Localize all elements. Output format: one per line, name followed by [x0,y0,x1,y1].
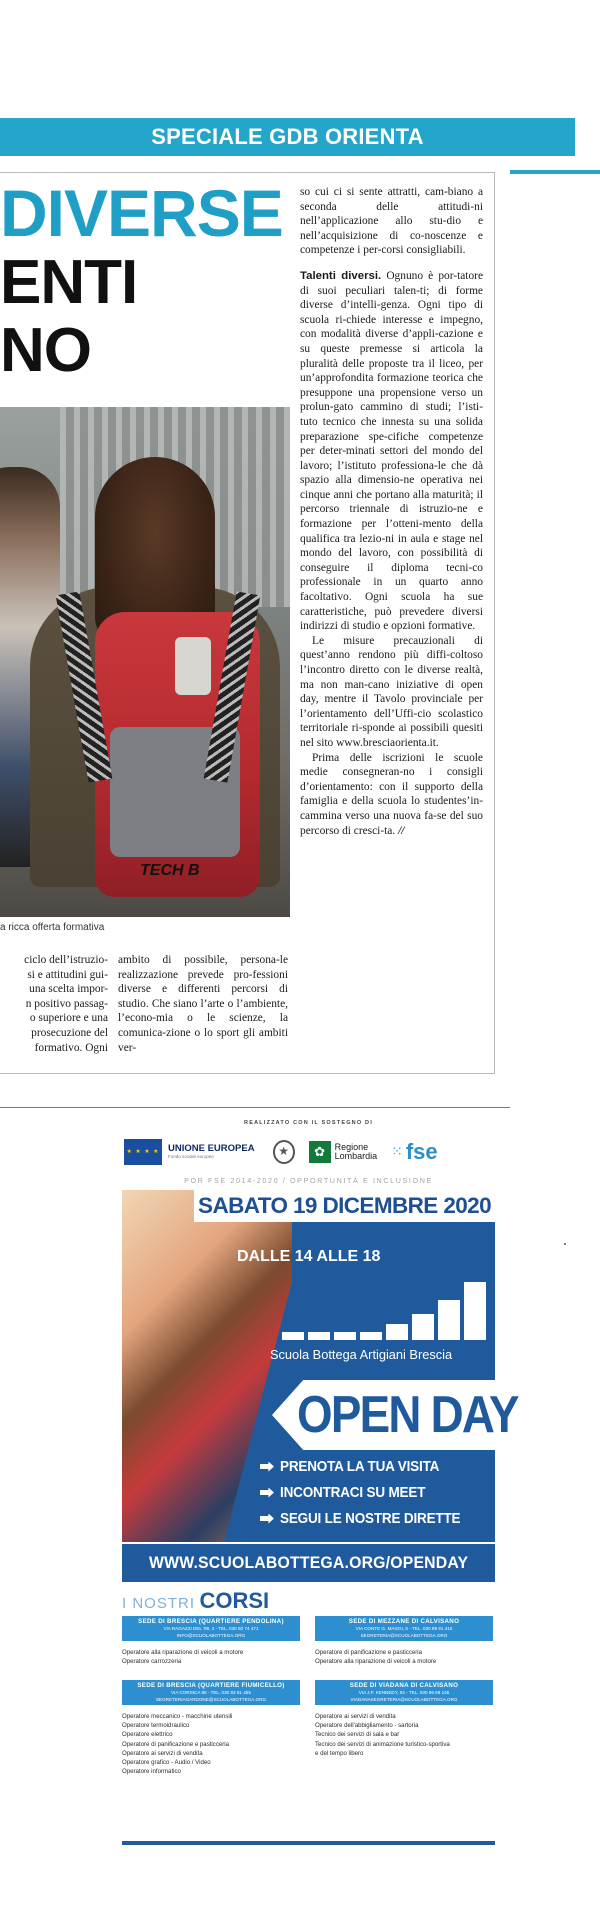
article-column-1 [0,953,108,1055]
cta-label: INCONTRACI SU MEET [280,1484,426,1501]
course-item: Operatore di panificazione e pasticceria [122,1740,230,1748]
open-day-date: SABATO 19 DICEMBRE 2020 [194,1190,495,1222]
paragraph-gap [300,258,483,269]
column-2-paragraph: ambito di possibile, persona-le realizzazione prevede pro-fessioni diverse e differenti percorsi di studio. Che siano l’arte o l’ambiente, l’econo-mia o le scienze, la comunica-zione o lo sport gli ambiti ver- [118,954,288,1054]
courses-heading [122,1588,269,1614]
bar [464,1282,486,1340]
course-item: Tecnico dei servizi di animazione turistico-sportiva [315,1740,450,1748]
por-fse-line: POR FSE 2014-2020 / OPPORTUNITÀ E INCLUSIONE [184,1176,433,1185]
fse-label: fse [405,1139,438,1164]
campus-name: SEDE DI BRESCIA (QUARTIERE FIUMICELLO) [137,1682,285,1689]
lombardia-line-1: Regione [334,1141,369,1152]
campus-address: VIA CORSICA 80 - TEL. 030 83 91 455 [171,1690,251,1695]
campus-brescia-fiumicello [122,1680,300,1705]
course-item: Operatore carrozzeria [122,1658,182,1666]
campus-brescia-pendolina [122,1616,300,1641]
school-name: Scuola Bottega Artigiani Brescia [270,1347,453,1362]
arrow-right-icon [260,1462,274,1472]
column-3-paragraph-4-body: Prima delle iscrizioni le scuole medie consegneran-no i consigli d’orientamento: con il supporto della famiglia e della scuola lo studentes’in-cammina verso una nuova fa-se del suo percorso di cresci-ta. [300,751,483,837]
ad-sponsor-note: REALIZZATO CON IL SOSTEGNO DI [244,1120,373,1126]
column-1-line: n positivo passag- [25,997,108,1010]
campus-course-list [315,1712,493,1758]
column-1-line: ciclo dell’istruzio- [24,954,108,966]
campus-course-list [315,1648,493,1666]
headline-line-3: NO [0,316,91,385]
cta-item [260,1510,480,1527]
bar [334,1332,356,1340]
headline-line-2: ENTI [0,248,138,317]
cta-item [260,1458,480,1475]
lombardia-label [335,1143,378,1162]
course-item: Operatore meccanico - macchine utensili [122,1713,233,1720]
page-separator [0,1107,510,1108]
eu-flag-icon: ★ ★ ★ ★ [124,1139,162,1165]
section-header [0,118,600,156]
lombardia-line-2: Lombardia [334,1151,378,1161]
open-day-hours: DALLE 14 ALLE 18 [237,1248,381,1265]
article-column-3 [300,185,483,838]
growth-bars-graphic [282,1280,487,1340]
campus-address: VIA RAGAZZI DEL '99, 3 - TEL. 030 82 74 471 [163,1626,259,1631]
cta-item [260,1484,480,1501]
campus-address: VIA J.F. KENNEDY, 92 - TEL. 030 96 68 145 [358,1690,450,1695]
course-item: Operatore alla riparazione di veicoli a motore [122,1649,244,1656]
bar [360,1332,382,1340]
eu-subtitle: Fondo sociale europeo [168,1153,214,1159]
scan-speck [564,1243,566,1245]
campus-course-list [122,1712,300,1776]
headline-line-1: DIVERSE [0,176,283,250]
ad-url: WWW.SCUOLABOTTEGA.ORG/OPENDAY [148,1553,469,1572]
course-item: Operatore dell'abbigliamento - sartoria [315,1722,419,1730]
course-item: Operatore informatico [122,1768,181,1776]
column-1-line: si e attitudini gui- [27,968,108,981]
call-to-action-list [260,1458,480,1536]
article-headline [0,176,283,385]
campus-viadana [315,1680,493,1705]
accent-rule [510,170,600,174]
course-item: Operatore ai servizi di vendita [122,1749,203,1757]
campus-email: INFO@SCUOLABOTTEGA.ORG [176,1632,246,1638]
section-title: SPECIALE GDB ORIENTA [151,124,424,149]
advertisement [122,1118,518,1845]
photo-caption: a ricca offerta formativa [0,922,105,933]
course-item: Operatore termoidraulico [122,1722,190,1730]
bar [386,1324,408,1340]
campus-email: SEGRETERIAGARDONE@SCUOLABOTTEGA.ORG [155,1696,267,1702]
courses-heading-prefix: I NOSTRI [122,1595,196,1612]
bar [412,1314,434,1340]
ad-url-bar [122,1542,495,1582]
column-1-line: o superiore e una [29,1012,108,1025]
lombardia-rose-icon: ✿ [309,1141,331,1163]
campus-course-list [122,1648,300,1666]
article-column-2 [118,953,288,1055]
bar [282,1332,304,1340]
campus-name: SEDE DI VIADANA DI CALVISANO [349,1682,459,1689]
fse-dots-icon: ⁙ [391,1144,403,1160]
eu-name: UNIONE EUROPEA [168,1143,255,1155]
section-header-bar [0,118,575,156]
italian-republic-emblem-icon: ★ [273,1140,295,1164]
course-item: Operatore di panificazione e pasticceria [315,1649,423,1656]
campus-name: SEDE DI BRESCIA (QUARTIERE PENDOLINA) [138,1618,284,1625]
column-1-line: una scelta impor- [29,983,108,996]
end-mark: // [398,824,405,837]
course-item: Operatore elettrico [122,1731,173,1739]
sponsor-logos [122,1132,495,1172]
bar [308,1332,330,1340]
arrow-right-icon [260,1514,274,1524]
campus-email: VIADANASEGRETERIA@SCUOLABOTTEGA.ORG [350,1696,458,1702]
column-3-paragraph-2-body: Ognuno è por-tatore di suoi peculiari talen-ti; di forme diverse d’intelli-genza. Ogni tipo di scuola ri-chiede interesse e impegno, con modalità diverse d’appli-cazione e su queste premesse si articola la pluralità delle proposte tra il liceo, per un’approfondita formazione teorica che presuppone una propensione verso un prolun-gato cammino di studi; l’isti-tuto tecnico che innesta su una solida preparazione spe-cifiche competenze per deter-minati settori del mondo del lavoro; l’istituto professiona-le che dà spazio alla dimensio-ne operativa nei cinque anni che portano alla maturità; il percorso triennale di istruzio-ne e formazione per l’otteni-mento della qualifica tra lezio-ni in aula e stage nel mondo del lavoro, con possibilità di conseguire il diploma tecni-co professionale in un quarto anno facoltativo. Ogni scuola ha sue caratteristiche, può prevedere diversi indirizzi di studio e opzioni formative. [300,269,484,633]
course-item: Tecnico dei servizi di sala e bar [315,1731,400,1739]
courses-heading-main: CORSI [199,1588,270,1613]
open-day-title: OPEN DAY [297,1386,518,1444]
campus-name: SEDE DI MEZZANE DI CALVISANO [348,1618,460,1625]
column-1-line: prosecuzione del [31,1026,108,1039]
subhead-talenti: Talenti diversi. [300,269,382,282]
course-item: Operatore grafico - Audio / Video [122,1759,211,1767]
campus-email: SEGRETERIA@SCUOLABOTTEGA.ORG [360,1632,448,1638]
column-3-paragraph-2 [300,269,483,634]
column-3-paragraph-1: so cui ci si sente attratti, cam-biano a seconda delle attitudi-ni nell’applicazione allo stu-dio e nell’acquisizione di co-noscenze e competenze i per-corsi consigliabili. [300,186,483,257]
column-3-paragraph-4 [300,751,483,839]
article-photo [0,407,290,917]
bar [438,1300,460,1340]
photo-backpack-logo: TECH B [140,862,200,879]
campus-address: VIA CONTE G. MAGGI, 6 - TEL. 030 99 91 415 [355,1626,453,1631]
cta-label: SEGUI LE NOSTRE DIRETTE [280,1510,461,1527]
eu-label [168,1144,255,1159]
cta-label: PRENOTA LA TUA VISITA [280,1458,440,1475]
campus-mezzane [315,1616,493,1641]
course-item: Operatore alla riparazione di veicoli a motore [315,1658,437,1666]
photo-backpack-tag [175,637,211,695]
column-3-paragraph-3: Le misure precauzionali di quest’anno rendono più diffi-coltoso l’incontro diretto con le diverse realtà, ma non man-cano iniziative di open day, mentre il Tavolo provinciale per l’orientamento dell’Uffi-cio scolastico territoriale ri-sponde ai possibili quesiti nel sito www.bresciaorienta.it. [300,634,483,749]
arrow-right-icon [260,1488,274,1498]
column-1-line: formativo. Ogni [34,1041,108,1054]
course-item: e del tempo libero [315,1749,364,1757]
course-item: Operatore ai servizi di vendita [315,1713,396,1720]
ad-bottom-rule [122,1841,495,1845]
